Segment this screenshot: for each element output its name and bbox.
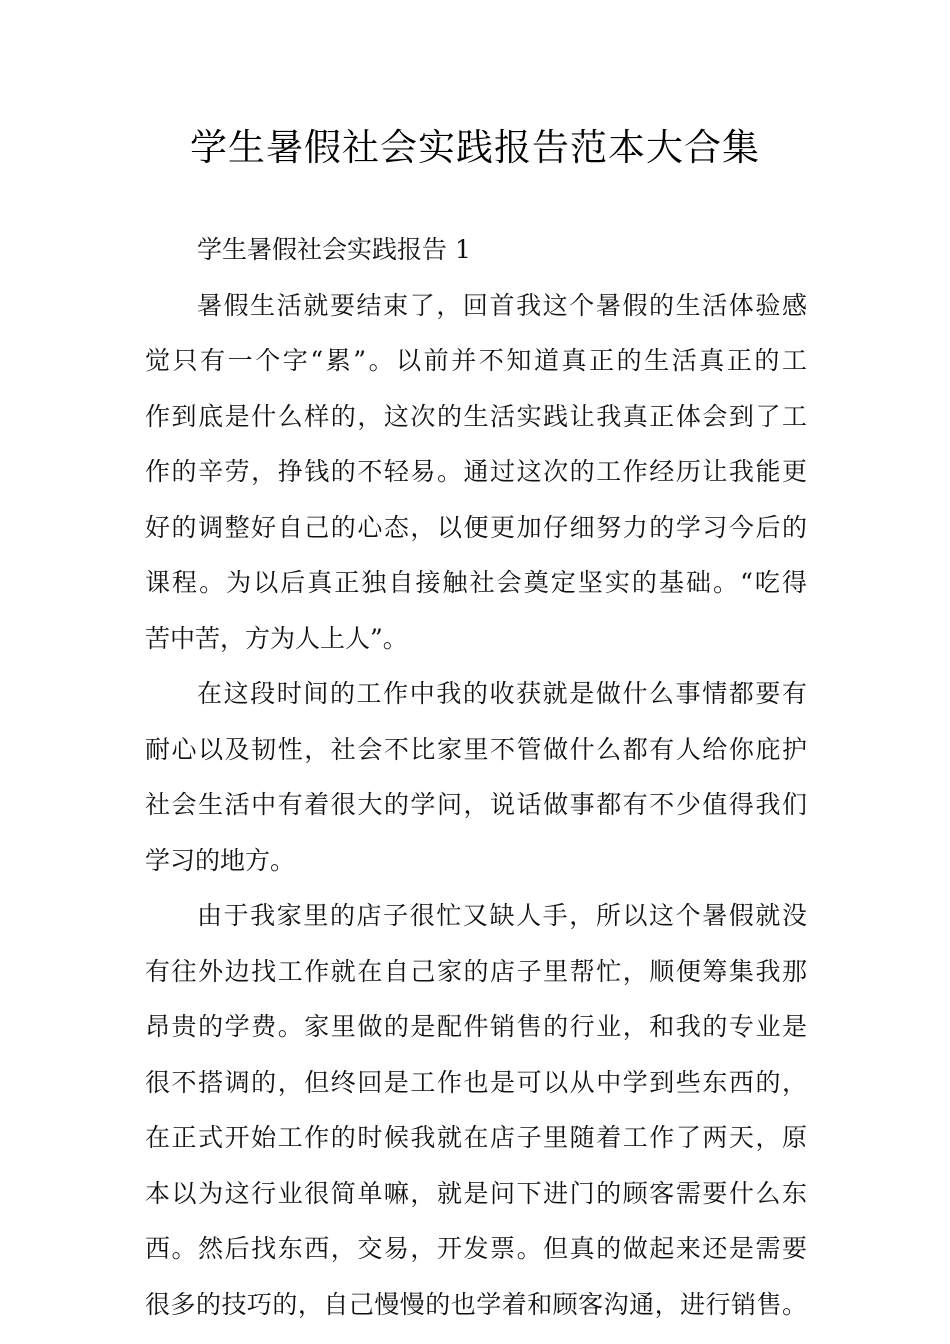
paragraph-line: 西。然后找东西，交易，开发票。但真的做起来还是需要 bbox=[145, 1234, 807, 1263]
document-title: 学生暑假社会实践报告范本大合集 bbox=[190, 126, 760, 169]
paragraph-line: 觉只有一个字“累”。以前并不知道真正的生活真正的工 bbox=[145, 346, 807, 375]
paragraph-line: 在正式开始工作的时候我就在店子里随着工作了两天，原 bbox=[145, 1123, 807, 1152]
paragraph-line: 由于我家里的店子很忙又缺人手，所以这个暑假就没 bbox=[197, 901, 807, 930]
paragraph-line: 有往外边找工作就在自己家的店子里帮忙，顺便筹集我那 bbox=[145, 956, 807, 986]
paragraph-line: 很不搭调的，但终回是工作也是可以从中学到些东西的， bbox=[145, 1067, 807, 1097]
paragraph-1 bbox=[145, 278, 807, 667]
section-heading: 学生暑假社会实践报告 1 bbox=[197, 235, 471, 264]
paragraph-line: 社会生活中有着很大的学问，说话做事都有不少值得我们 bbox=[145, 790, 807, 819]
paragraph-line: 昂贵的学费。家里做的是配件销售的行业，和我的专业是 bbox=[145, 1012, 807, 1041]
paragraph-line: 学习的地方。 bbox=[145, 845, 296, 875]
paragraph-line: 作的辛劳，挣钱的不轻易。通过这次的工作经历让我能更 bbox=[145, 457, 807, 486]
paragraph-line: 苦中苦，方为人上人”。 bbox=[145, 623, 408, 653]
paragraph-line: 作到底是什么样的，这次的生活实践让我真正体会到了工 bbox=[145, 401, 807, 431]
paragraph-line: 暑假生活就要结束了，回首我这个暑假的生活体验感 bbox=[197, 290, 807, 320]
paragraph-line: 本以为这行业很简单嘛，就是问下进门的顾客需要什么东 bbox=[145, 1178, 807, 1208]
paragraph-line: 耐心以及韧性，社会不比家里不管做什么都有人给你庇护 bbox=[145, 734, 807, 764]
paragraph-3 bbox=[145, 888, 807, 1332]
paragraph-line: 很多的技巧的，自己慢慢的也学着和顾客沟通，进行销售。 bbox=[145, 1289, 807, 1319]
paragraph-line: 在这段时间的工作中我的收获就是做什么事情都要有 bbox=[197, 679, 807, 708]
document-body bbox=[145, 222, 807, 1332]
paragraph-2 bbox=[145, 666, 807, 888]
paragraph-line: 课程。为以后真正独自接触社会奠定坚实的基础。“吃得 bbox=[145, 568, 807, 597]
paragraph-line: 好的调整好自己的心态，以便更加仔细努力的学习今后的 bbox=[145, 512, 807, 542]
